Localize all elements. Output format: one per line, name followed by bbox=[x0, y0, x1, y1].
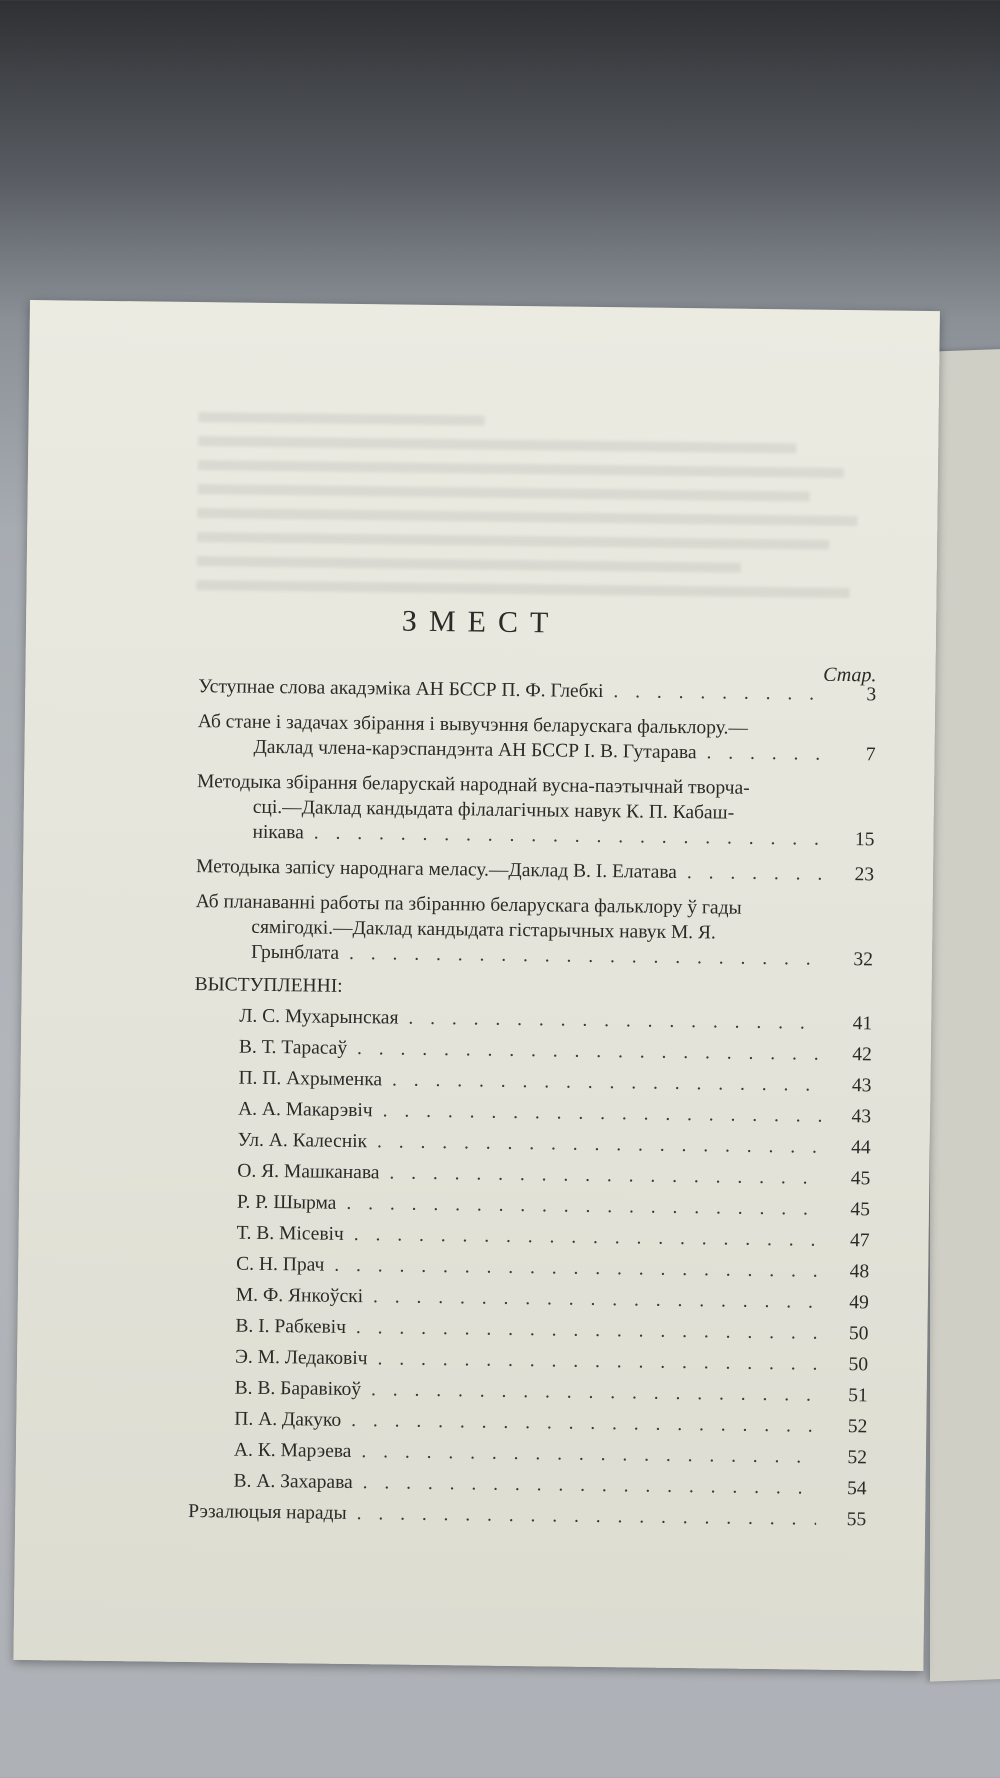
speaker-entry bbox=[191, 1223, 869, 1256]
toc-page-number: 42 bbox=[852, 1044, 872, 1066]
speaker-entry bbox=[191, 1254, 869, 1287]
speaker-entry bbox=[194, 1037, 872, 1070]
speaker-name: Л. С. Мухарынская bbox=[239, 1005, 399, 1029]
speaker-name: М. Ф. Янкоўскі bbox=[235, 1284, 364, 1308]
leader-dots bbox=[367, 1132, 821, 1157]
leader-dots bbox=[361, 1380, 818, 1405]
speaker-entry bbox=[190, 1347, 868, 1380]
toc-entry-text: Грынблата bbox=[250, 941, 340, 964]
speaker-entry bbox=[193, 1130, 871, 1163]
speaker-name: В. А. Захарава bbox=[233, 1470, 353, 1494]
speaker-entry bbox=[188, 1471, 866, 1504]
speaker-line bbox=[193, 1099, 871, 1132]
leader-dots bbox=[353, 1473, 817, 1498]
table-of-contents bbox=[188, 657, 877, 1535]
speaker-name: С. Н. Прач bbox=[236, 1253, 325, 1276]
leader-dots bbox=[696, 743, 825, 764]
speaker-name: П. П. Ахрыменка bbox=[238, 1067, 383, 1091]
toc-page-number: 55 bbox=[846, 1509, 867, 1531]
toc-page-number: 54 bbox=[846, 1478, 867, 1500]
next-page-edge bbox=[930, 348, 1000, 1681]
speaker-name: В. Т. Тарасаў bbox=[238, 1036, 348, 1059]
speaker-line bbox=[192, 1161, 870, 1194]
toc-entry-text: сямігодкі.—Даклад кандыдата гістарычных навук М. Я. bbox=[251, 916, 716, 944]
speaker-name: А. К. Марэева bbox=[233, 1439, 352, 1463]
speaker-entry bbox=[191, 1285, 869, 1318]
speaker-list bbox=[188, 1006, 872, 1504]
toc-page-number: 45 bbox=[850, 1168, 871, 1190]
toc-page-number: 52 bbox=[847, 1447, 868, 1469]
toc-entry-text: Даклад члена-карэспандэнта АН БССР І. В. Гутарава bbox=[253, 736, 697, 764]
speaker-line bbox=[193, 1068, 871, 1101]
leader-dots bbox=[363, 1287, 819, 1312]
speaker-name: Э. М. Ледаковіч bbox=[234, 1346, 368, 1370]
speaker-entry bbox=[189, 1440, 867, 1473]
leader-dots bbox=[341, 1411, 817, 1436]
leader-dots bbox=[344, 1225, 820, 1250]
speaker-entry bbox=[193, 1068, 871, 1101]
bleed-through-text bbox=[196, 412, 878, 612]
speaker-entry bbox=[194, 1006, 872, 1039]
toc-entry bbox=[196, 772, 875, 855]
speaker-line bbox=[194, 1006, 872, 1039]
speaker-name: В. І. Рабкевіч bbox=[235, 1315, 347, 1338]
speaker-line bbox=[191, 1285, 869, 1318]
speaker-name: Р. Р. Шырма bbox=[236, 1191, 337, 1214]
toc-page-number: 41 bbox=[852, 1013, 873, 1035]
toc-entry-text: нікава bbox=[252, 821, 304, 844]
toc-entry-resolution bbox=[188, 1502, 866, 1535]
toc-entry-text: Методыка запісу народнага меласу.—Даклад В. І. Елатава bbox=[195, 856, 678, 883]
leader-dots bbox=[398, 1009, 822, 1034]
toc-entry-text: Аб стане і задачах збірання і вывучэння беларускага фальклору.— bbox=[197, 711, 749, 739]
leader-dots bbox=[379, 1163, 820, 1188]
speaker-entry bbox=[190, 1316, 868, 1349]
toc-page-number: 7 bbox=[865, 744, 876, 766]
book-page bbox=[13, 300, 940, 1671]
speaker-line bbox=[193, 1130, 871, 1163]
speaker-line bbox=[191, 1223, 869, 1256]
toc-page-number: 51 bbox=[848, 1385, 868, 1407]
leader-dots bbox=[677, 863, 824, 884]
speaker-line bbox=[190, 1316, 868, 1349]
leader-dots bbox=[347, 1504, 817, 1529]
speaker-entry bbox=[193, 1099, 871, 1132]
toc-page-number: 3 bbox=[866, 684, 877, 706]
speaker-name: О. Я. Машканава bbox=[237, 1160, 380, 1184]
toc-page-number: 15 bbox=[854, 829, 875, 851]
toc-page-number: 23 bbox=[854, 864, 875, 886]
speaker-line bbox=[189, 1440, 867, 1473]
toc-page-number: 45 bbox=[850, 1199, 871, 1221]
leader-dots bbox=[347, 1039, 822, 1064]
speaker-name: П. А. Дакуко bbox=[234, 1408, 342, 1431]
speaker-entry bbox=[192, 1161, 870, 1194]
section-heading-text: ВЫСТУПЛЕННІ: bbox=[194, 974, 343, 997]
speaker-line bbox=[191, 1254, 869, 1287]
speaker-line bbox=[188, 1471, 866, 1504]
speaker-name: Ул. А. Калеснік bbox=[237, 1129, 368, 1153]
toc-page-number: 44 bbox=[851, 1137, 871, 1159]
toc-entry bbox=[197, 712, 876, 770]
toc-entry-line bbox=[196, 857, 874, 890]
speaker-name: В. В. Баравікоў bbox=[234, 1377, 362, 1401]
toc-page-number: 50 bbox=[848, 1323, 869, 1345]
leader-dots bbox=[382, 1070, 822, 1095]
page-column-header: Стар. bbox=[823, 663, 877, 687]
toc-entry-text: Методыка збірання беларускай народнай вусна-паэтычнай творча- bbox=[197, 771, 750, 799]
speaker-entry bbox=[190, 1378, 868, 1411]
speaker-entry bbox=[192, 1192, 870, 1225]
section-heading bbox=[194, 975, 872, 1008]
toc-page-number: 43 bbox=[851, 1106, 872, 1128]
speaker-line bbox=[189, 1409, 867, 1442]
leader-dots bbox=[324, 1256, 819, 1282]
toc-page-number: 50 bbox=[848, 1354, 869, 1376]
speaker-name: Т. В. Місевіч bbox=[236, 1222, 344, 1245]
leader-dots bbox=[367, 1349, 818, 1374]
speaker-entry bbox=[189, 1409, 867, 1442]
toc-page-number: 52 bbox=[847, 1416, 868, 1438]
toc-page-number: 43 bbox=[851, 1075, 872, 1097]
leader-dots bbox=[336, 1194, 820, 1219]
toc-entries bbox=[195, 677, 876, 975]
speaker-name: А. А. Макарэвіч bbox=[238, 1098, 373, 1122]
toc-entry-text: Аб планаванні работы па збіранню беларускага фальклору ў гады bbox=[195, 891, 742, 919]
leader-dots bbox=[351, 1442, 817, 1467]
toc-entry-text: сці.—Даклад кандыдата філалагічных навук К. П. Кабаш- bbox=[252, 796, 735, 824]
leader-dots bbox=[346, 1318, 819, 1343]
leader-dots bbox=[603, 682, 826, 704]
page-title: ЗМЕСТ bbox=[401, 604, 561, 640]
toc-entry bbox=[195, 892, 874, 975]
toc-entry-text: Рэзалюцыя нарады bbox=[188, 1501, 347, 1524]
leader-dots bbox=[373, 1101, 822, 1126]
toc-page-number: 47 bbox=[849, 1230, 870, 1252]
toc-page-number: 32 bbox=[853, 949, 874, 971]
speaker-line bbox=[190, 1378, 868, 1411]
toc-page-number: 48 bbox=[849, 1261, 870, 1283]
toc-page-number: 49 bbox=[849, 1292, 869, 1314]
speaker-line bbox=[190, 1347, 868, 1380]
speaker-line bbox=[192, 1192, 870, 1225]
speaker-line bbox=[194, 1037, 872, 1070]
toc-entry-text: Уступнае слова акадэміка АН БССР П. Ф. Глебкі bbox=[198, 676, 604, 703]
toc-entry bbox=[196, 857, 874, 890]
